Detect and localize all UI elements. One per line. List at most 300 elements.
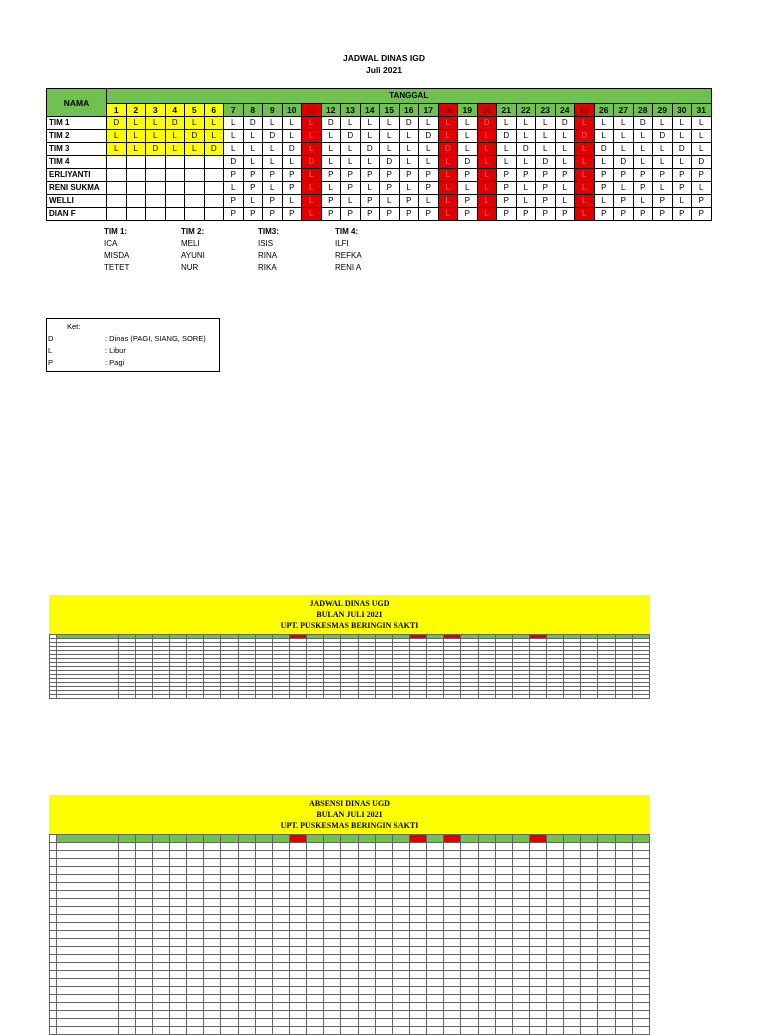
mini-cell [272,979,289,987]
mini-cell [427,851,444,859]
mini-cell [238,883,255,891]
mini-cell [204,1019,221,1027]
row-name: ERLIYANTI [47,169,107,182]
team-column [181,226,205,274]
mini-cell [272,859,289,867]
mini-cell [289,843,306,851]
mini-cell [529,915,546,923]
mini-cell [461,907,478,915]
mini-cell [564,931,581,939]
shift-cell: P [692,195,712,208]
mini-cell [341,843,358,851]
mini-cell [427,875,444,883]
schedule-row [47,143,712,156]
mini-cell [118,835,135,843]
shift-cell [107,195,127,208]
mini-cell [57,995,119,1003]
mini-cell [495,1011,512,1019]
shift-cell: P [380,169,400,182]
mini-cell [221,859,238,867]
day-header: 1 [107,104,127,117]
mini-cell [341,987,358,995]
mini-cell [238,931,255,939]
mini-cell [152,971,169,979]
shift-cell: L [516,156,536,169]
mini-cell [615,843,632,851]
mini-cell [135,883,152,891]
mini-cell [169,1003,186,1011]
mini-cell [57,923,119,931]
mini-cell [512,923,529,931]
mini-cell [358,883,375,891]
jadwal-sheet-header [49,595,650,634]
mini-cell [255,1019,272,1027]
mini-cell [392,1027,409,1035]
shift-cell: D [146,143,166,156]
shift-cell [185,156,205,169]
mini-cell [238,963,255,971]
shift-cell: L [633,143,653,156]
shift-cell: D [653,130,673,143]
mini-cell [409,859,426,867]
mini-cell [615,915,632,923]
mini-cell [135,923,152,931]
mini-cell [615,875,632,883]
mini-cell [598,835,615,843]
shift-cell: D [633,117,653,130]
mini-cell [461,1011,478,1019]
row-name: TIM 1 [47,117,107,130]
mini-cell [152,995,169,1003]
mini-cell [478,955,495,963]
mini-cell [204,963,221,971]
mini-cell [341,995,358,1003]
absensi-sheet-unit: UPT. PUSKESMAS BERINGIN SAKTI [280,821,419,830]
mini-cell [478,867,495,875]
shift-cell: L [555,143,575,156]
shift-cell: P [672,182,692,195]
mini-cell [358,979,375,987]
mini-cell [564,955,581,963]
day-header: 27 [614,104,634,117]
shift-cell: L [536,143,556,156]
mini-cell [598,979,615,987]
mini-cell [547,931,564,939]
mini-cell [564,835,581,843]
shift-cell: P [224,169,244,182]
mini-cell [512,979,529,987]
mini-cell [598,891,615,899]
mini-cell [57,1019,119,1027]
mini-cell [461,939,478,947]
mini-cell [375,1027,392,1035]
mini-cell [118,1019,135,1027]
team-title: TIM 4: [335,227,359,236]
mini-cell [564,971,581,979]
mini-cell [461,915,478,923]
shift-cell: L [653,156,673,169]
mini-cell [152,843,169,851]
mini-cell [392,987,409,995]
legend-code: L [48,346,53,355]
shift-cell: D [555,117,575,130]
shift-cell: P [633,208,653,221]
mini-cell [221,923,238,931]
jadwal-sheet-unit: UPT. PUSKESMAS BERINGIN SAKTI [280,621,419,630]
mini-cell [341,947,358,955]
mini-cell [461,947,478,955]
mini-cell [57,875,119,883]
mini-cell [564,963,581,971]
mini-cell [478,971,495,979]
shift-cell: L [185,143,205,156]
mini-cell [118,1003,135,1011]
shift-cell: L [302,169,322,182]
mini-cell [581,1011,598,1019]
mini-cell [358,1027,375,1035]
mini-cell [57,979,119,987]
day-header: 5 [185,104,205,117]
mini-cell [632,947,649,955]
mini-cell [238,843,255,851]
mini-cell [50,695,57,699]
mini-cell [50,867,57,875]
mini-cell [324,979,341,987]
mini-cell [50,907,57,915]
shift-cell: D [399,117,419,130]
shift-cell: P [633,169,653,182]
mini-cell [272,955,289,963]
team-column [258,226,279,274]
mini-cell [324,875,341,883]
mini-cell [204,875,221,883]
mini-cell [392,891,409,899]
mini-cell [375,971,392,979]
mini-cell [50,971,57,979]
schedule-row [47,117,712,130]
mini-cell [495,987,512,995]
mini-cell [341,1003,358,1011]
mini-cell [461,867,478,875]
shift-cell: P [594,182,614,195]
mini-cell [495,907,512,915]
mini-cell [187,947,204,955]
mini-cell [581,1003,598,1011]
shift-cell: L [575,195,595,208]
mini-cell [135,891,152,899]
mini-cell [135,979,152,987]
mini-cell [50,915,57,923]
mini-cell [289,1027,306,1035]
mini-cell [118,987,135,995]
mini-cell [187,899,204,907]
mini-cell [598,883,615,891]
mini-cell [427,955,444,963]
shift-cell: P [555,169,575,182]
mini-cell [152,1019,169,1027]
mini-cell [461,695,478,699]
mini-cell [272,915,289,923]
shift-cell: D [614,156,634,169]
mini-cell [478,1027,495,1035]
row-name: RENI SUKMA [47,182,107,195]
shift-cell: L [594,117,614,130]
mini-cell [221,695,238,699]
shift-cell: D [360,143,380,156]
mini-cell [409,987,426,995]
mini-cell [289,939,306,947]
mini-cell [495,695,512,699]
mini-cell [581,875,598,883]
mini-cell [615,859,632,867]
mini-cell [615,923,632,931]
mini-cell [255,931,272,939]
mini-cell [478,1011,495,1019]
mini-cell [495,867,512,875]
mini-cell [169,1011,186,1019]
mini-cell [57,939,119,947]
mini-cell [307,939,324,947]
mini-cell [307,963,324,971]
mini-cell [307,1003,324,1011]
mini-cell [289,835,306,843]
mini-cell [50,955,57,963]
name-column-header: NAMA [47,89,107,117]
mini-cell [512,867,529,875]
mini-cell [324,1011,341,1019]
mini-cell [529,947,546,955]
day-header: 6 [204,104,224,117]
mini-cell [512,875,529,883]
mini-cell [358,963,375,971]
shift-cell: P [614,169,634,182]
shift-cell [146,208,166,221]
row-name: TIM 2 [47,130,107,143]
mini-cell [187,695,204,699]
mini-cell [204,835,221,843]
mini-cell [375,923,392,931]
mini-cell [478,851,495,859]
mini-cell [598,859,615,867]
shift-cell: L [224,130,244,143]
mini-cell [495,891,512,899]
shift-cell: L [419,117,439,130]
mini-cell [409,883,426,891]
mini-cell [409,835,426,843]
mini-cell [221,987,238,995]
mini-cell [547,883,564,891]
shift-cell: L [555,195,575,208]
mini-cell [615,987,632,995]
mini-cell [444,835,461,843]
mini-cell [409,931,426,939]
shift-cell: P [263,208,283,221]
shift-cell: L [438,208,458,221]
mini-cell [564,843,581,851]
team-title: TIM3: [258,227,279,236]
team-member: RIKA [258,263,277,272]
mini-cell [392,923,409,931]
mini-cell [478,899,495,907]
mini-cell [512,891,529,899]
mini-cell [478,695,495,699]
shift-cell: L [692,143,712,156]
shift-cell [146,195,166,208]
mini-cell [118,931,135,939]
mini-cell [50,1027,57,1035]
shift-cell: L [263,143,283,156]
mini-cell [358,859,375,867]
shift-cell: L [224,117,244,130]
team-member: ICA [104,239,118,248]
mini-cell [324,947,341,955]
mini-cell [478,939,495,947]
mini-cell [272,875,289,883]
mini-cell [375,987,392,995]
mini-cell [169,851,186,859]
mini-cell [135,875,152,883]
mini-cell [255,907,272,915]
mini-cell [392,883,409,891]
mini-cell [598,851,615,859]
shift-cell: P [399,169,419,182]
shift-cell: L [477,182,497,195]
shift-cell: P [321,169,341,182]
mini-cell [632,899,649,907]
mini-cell [461,923,478,931]
mini-cell [615,1027,632,1035]
mini-cell [581,995,598,1003]
mini-cell [547,851,564,859]
mini-cell [512,1027,529,1035]
mini-cell [238,899,255,907]
mini-cell [50,947,57,955]
shift-cell: D [204,143,224,156]
mini-cell [238,979,255,987]
day-header: 3 [146,104,166,117]
mini-cell [221,955,238,963]
shift-cell [126,208,146,221]
mini-cell [564,883,581,891]
mini-cell [341,931,358,939]
mini-cell [512,971,529,979]
shift-cell: D [321,117,341,130]
mini-cell [529,851,546,859]
mini-cell [50,923,57,931]
mini-cell [564,1003,581,1011]
mini-cell [221,1003,238,1011]
legend-description: : Libur [105,346,126,355]
mini-cell [512,851,529,859]
mini-cell [307,955,324,963]
shift-cell: L [380,130,400,143]
mini-cell [581,1019,598,1027]
shift-cell: L [380,195,400,208]
mini-cell [375,907,392,915]
mini-cell [632,1019,649,1027]
mini-cell [221,963,238,971]
mini-cell [169,987,186,995]
mini-cell [615,907,632,915]
mini-cell [409,1019,426,1027]
mini-cell [547,695,564,699]
mini-cell [152,979,169,987]
mini-cell [255,971,272,979]
mini-cell [427,867,444,875]
shift-cell: P [399,195,419,208]
mini-cell [581,955,598,963]
mini-cell [272,947,289,955]
mini-cell [289,875,306,883]
mini-cell [307,1019,324,1027]
mini-cell [427,695,444,699]
shift-cell: L [360,117,380,130]
mini-cell [187,883,204,891]
mini-cell [444,931,461,939]
mini-cell [375,963,392,971]
mini-cell [135,1019,152,1027]
mini-cell [615,891,632,899]
mini-cell [57,843,119,851]
shift-cell: P [497,195,517,208]
mini-cell [409,851,426,859]
mini-cell [427,931,444,939]
shift-cell: D [672,143,692,156]
mini-cell [409,1027,426,1035]
mini-cell [152,1011,169,1019]
absensi-sheet-title: ABSENSI DINAS UGD [309,799,390,808]
mini-cell [238,939,255,947]
mini-cell [358,843,375,851]
shift-cell: L [672,156,692,169]
day-header: 18 [438,104,458,117]
mini-cell [409,899,426,907]
shift-cell: L [302,195,322,208]
mini-cell [512,931,529,939]
shift-cell: L [653,182,673,195]
mini-cell [57,971,119,979]
mini-cell [358,971,375,979]
mini-cell [392,947,409,955]
shift-cell: L [516,130,536,143]
mini-cell [221,971,238,979]
mini-cell [152,875,169,883]
mini-cell [135,695,152,699]
mini-cell [512,1019,529,1027]
shift-cell: P [497,169,517,182]
mini-cell [187,939,204,947]
mini-cell [427,843,444,851]
mini-cell [341,915,358,923]
mini-cell [255,1027,272,1035]
mini-cell [289,1011,306,1019]
shift-cell: L [360,156,380,169]
schedule-table [46,88,712,221]
shift-cell [185,208,205,221]
mini-cell [324,995,341,1003]
mini-cell [529,979,546,987]
shift-cell: L [302,130,322,143]
legend-title: Ket: [67,322,81,331]
shift-cell: P [380,208,400,221]
mini-cell [289,1003,306,1011]
mini-cell [204,1011,221,1019]
shift-cell: L [575,182,595,195]
mini-cell [564,923,581,931]
mini-cell [272,891,289,899]
mini-cell [169,931,186,939]
mini-cell [341,923,358,931]
